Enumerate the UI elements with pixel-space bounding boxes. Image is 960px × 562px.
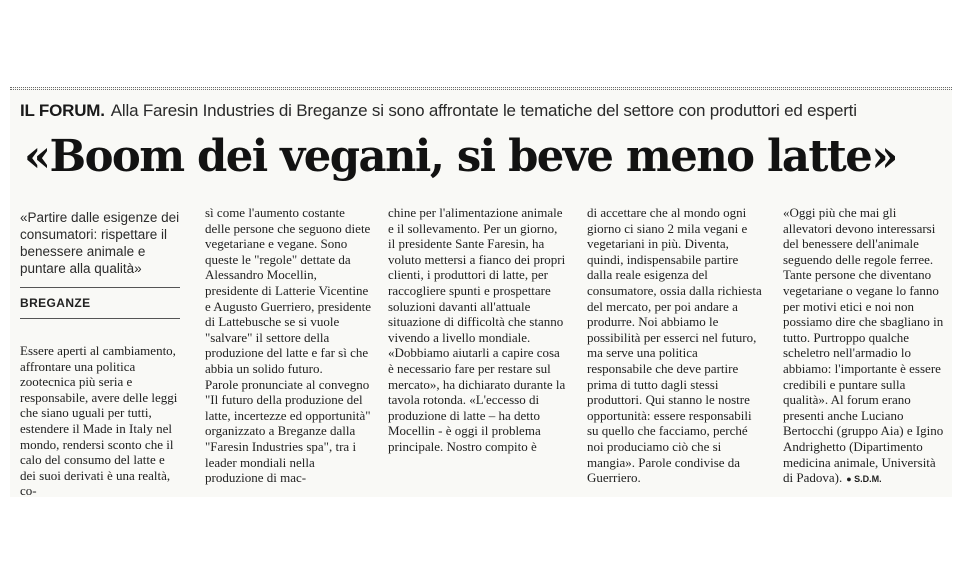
kicker-text: Alla Faresin Industries di Breganze si sono affrontate le tematiche del settore con produttori ed esperti — [110, 101, 857, 120]
newspaper-clipping — [10, 87, 952, 497]
sidebar — [20, 209, 180, 319]
top-rule — [10, 87, 952, 90]
column-1-paragraph-1: sì come l'aumento costante delle persone che seguono diete vegetariane e vegane. Sono queste le "regole" dettate da Alessandro Mocellin, presidente di Latterie Vicentine e Augusto Guerriero, presidente di Lattebusche se si vuole "salvare" il settore della produzione del latte e far sì che abbia un solido futuro. — [205, 205, 372, 376]
author-signature: ● S.D.M. — [846, 474, 882, 485]
kicker — [20, 101, 950, 121]
column-3-paragraph-1: di accettare che al mondo ogni giorno ci siano 2 mila vegani e vegetariani in più. Diventa, quindi, indispensabile partire dalla reale esigenza del consumatore, ossia dalla richiesta del mercato, per poi andare a produrre. Noi abbiamo le possibilità per esserci nel futuro, ma serve una politica responsabile che deve partire prima di tutto dagli stessi produttori. Qui stanno le nostre opportunità: essere responsabili su quello che facciamo, perché noi produciamo ciò che si mangia». Parole condivise da Guerriero. — [587, 205, 762, 486]
column-4-text: «Oggi più che mai gli allevatori devono interessarsi del benessere dell'animale seguendo delle regole ferree. Tante persone che diventano vegetariane o vegane lo fanno per motivi etici e noi non possiamo dire che sbagliano in tutto. Purtroppo qualche scheletro nell'armadio lo abbiamo: l'importante è essere credibili e puntare sulla qualità». Al forum erano presenti anche Luciano Bertocchi (gruppo Aia) e Igino Andrighetto (Dipartimento medicina animale, Università di Padova). — [783, 205, 944, 486]
article-column-1 — [205, 205, 373, 486]
headline: «Boom dei vegani, si beve meno latte» — [24, 131, 897, 182]
dateline-divider — [20, 318, 180, 319]
dateline: BREGANZE — [20, 296, 91, 310]
column-1-paragraph-2: Parole pronunciate al convegno "Il futuro della produzione del latte, incertezze ed opportunità" organizzato a Breganze dalla "Faresin Industries spa", tra i leader mondiali nella produzione di mac- — [205, 376, 371, 486]
article-column-2 — [388, 205, 566, 455]
column-4-paragraph-1 — [783, 205, 948, 488]
article-column-3 — [587, 205, 762, 486]
subhead-divider — [20, 287, 180, 288]
subhead: «Partire dalle esigenze dei consumatori: rispettare il benessere animale e puntare alla qualità» — [20, 210, 180, 276]
column-2-paragraph-1: chine per l'alimentazione animale e il sollevamento. Per un giorno, il presidente Sante Faresin, ha voluto mettersi a fianco dei propri clienti, i produttori di latte, per raccogliere spunti e prospettare soluzioni davanti all'attuale situazione di difficoltà che stanno vivendo a livello mondiale. «Dobbiamo aiutarli a capire cosa è necessario fare per restare sul mercato», ha dichiarato durante la tavola rotonda. «L'eccesso di produzione di latte – ha detto Mocellin - è oggi il problema principale. Nostro compito è — [388, 205, 566, 454]
article-lead: Essere aperti al cambiamento, affrontare una politica zootecnica più seria e responsabile, avere delle leggi che siano uguali per tutti, estendere il Made in Italy nel mondo, rendersi sconto che il calo del consumo del latte e dei suoi derivati è una realtà, co- — [20, 343, 178, 499]
article-column-4 — [783, 205, 948, 488]
kicker-tag: IL FORUM. — [20, 101, 105, 120]
